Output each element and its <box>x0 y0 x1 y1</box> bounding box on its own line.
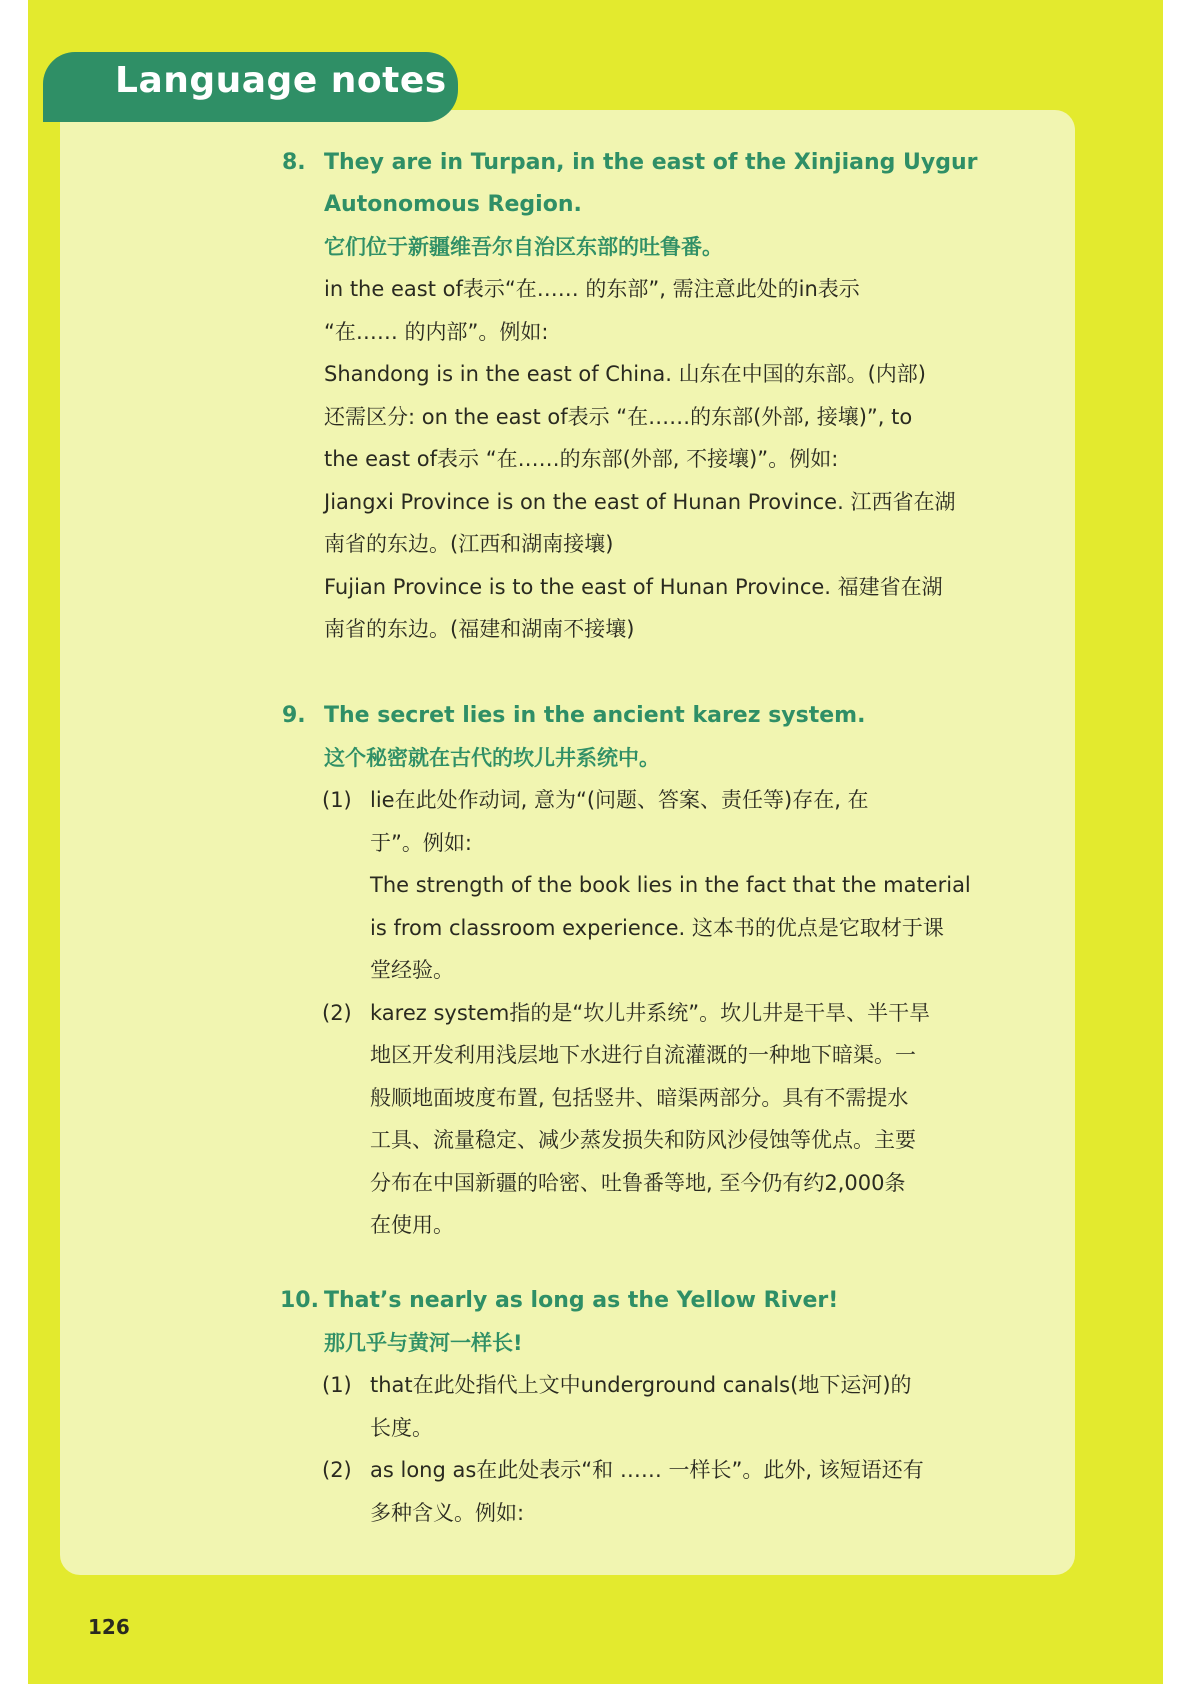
body-line: 南省的东边。(江西和湖南接壤) <box>324 532 614 556</box>
note-en-title-line-1: They are in Turpan, in the east of the Xinjiang Uygur <box>324 150 978 175</box>
note-9 <box>282 695 1042 1247</box>
body-line: in the east of表示“在…… 的东部”, 需注意此处的in表示 <box>324 277 860 301</box>
sub-item-line: 地区开发利用浅层地下水进行自流灌溉的一种地下暗渠。一 <box>370 1043 916 1067</box>
body-line: Shandong is in the east of China. 山东在中国的东部。(内部) <box>324 362 926 386</box>
sub-item-text: lie在此处作动词, 意为“(问题、答案、责任等)存在, 在 <box>370 788 869 812</box>
sub-item-line: 多种含义。例如: <box>370 1500 525 1525</box>
section-title: Language notes <box>115 60 447 101</box>
sub-item-line: 堂经验。 <box>370 958 454 982</box>
note-en-title: That’s nearly as long as the Yellow River! <box>324 1288 839 1313</box>
note-en-title: The secret lies in the ancient karez system. <box>324 703 866 728</box>
note-number: 10. <box>280 1288 319 1313</box>
sub-item-label: (1) <box>322 788 352 812</box>
body-line: 还需区分: on the east of表示 “在……的东部(外部, 接壤)”, to <box>324 404 913 429</box>
sub-item-line <box>282 1364 1042 1407</box>
sub-item-label: (1) <box>322 1373 352 1397</box>
sub-item-text: that在此处指代上文中underground canals(地下运河)的 <box>370 1373 912 1397</box>
sub-item-line <box>282 992 1042 1035</box>
body-line: Jiangxi Province is on the east of Hunan Province. 江西省在湖 <box>324 489 956 514</box>
body-line: Fujian Province is to the east of Hunan Province. 福建省在湖 <box>324 574 943 599</box>
sub-item-line: The strength of the book lies in the fact that the material <box>370 873 971 897</box>
sub-item-line: 分布在中国新疆的哈密、吐鲁番等地, 至今仍有约2,000条 <box>370 1170 906 1195</box>
page-number: 126 <box>88 1615 130 1639</box>
note-zh-title: 它们位于新疆维吾尔自治区东部的吐鲁番。 <box>324 235 723 259</box>
note-10 <box>282 1280 1042 1534</box>
sub-item-line <box>282 779 1042 822</box>
sub-item-line: 工具、流量稳定、减少蒸发损失和防风沙侵蚀等优点。主要 <box>370 1128 916 1152</box>
note-number: 9. <box>282 703 306 728</box>
sub-item-text: as long as在此处表示“和 …… 一样长”。此外, 该短语还有 <box>370 1458 924 1482</box>
sub-item-label: (2) <box>322 1000 352 1025</box>
sub-item-line: 般顺地面坡度布置, 包括竖井、暗渠两部分。具有不需提水 <box>370 1085 909 1110</box>
sub-item-line: 于”。例如: <box>370 830 472 855</box>
sub-item-line: 长度。 <box>370 1415 433 1440</box>
body-line: 南省的东边。(福建和湖南不接壤) <box>324 617 635 641</box>
sub-item-line: 在使用。 <box>370 1213 454 1237</box>
sub-item-text: karez system指的是“坎儿井系统”。坎儿井是干旱、半干旱 <box>370 1000 931 1025</box>
note-8 <box>282 142 1042 651</box>
body-line: “在…… 的内部”。例如: <box>324 319 549 344</box>
sub-item-line <box>282 1449 1042 1492</box>
note-zh-title: 这个秘密就在古代的坎儿井系统中。 <box>324 746 660 770</box>
note-zh-title: 那几乎与黄河一样长! <box>324 1331 523 1355</box>
note-number: 8. <box>282 150 306 175</box>
sub-item-label: (2) <box>322 1458 352 1482</box>
note-en-title-line-2: Autonomous Region. <box>324 192 582 217</box>
body-line: the east of表示 “在……的东部(外部, 不接壤)”。例如: <box>324 447 839 471</box>
sub-item-line: is from classroom experience. 这本书的优点是它取材于课 <box>370 915 944 940</box>
